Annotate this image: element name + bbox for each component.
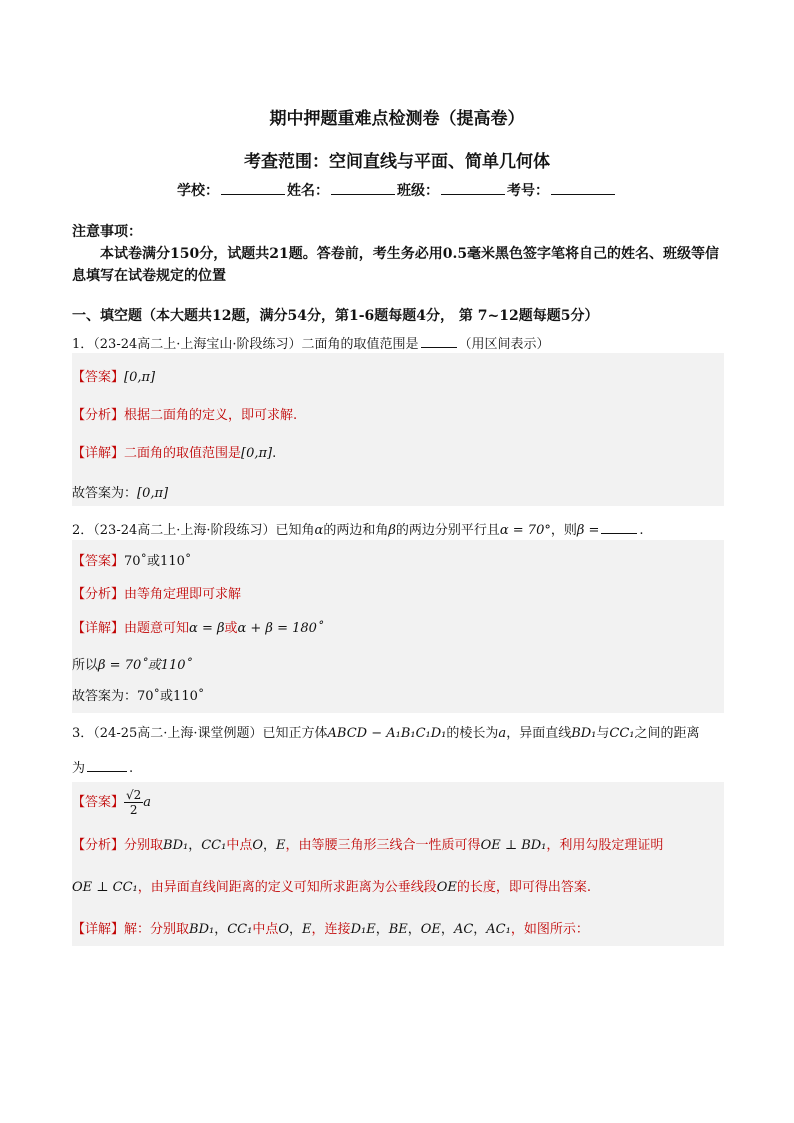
q3-analysis-1g: ，	[263, 838, 277, 853]
q3-detail-e: 中点	[252, 922, 279, 937]
q3-detail-s: ，如图所示：	[510, 922, 589, 937]
q3-detail-o: ，	[440, 922, 454, 937]
q1-final-a: 故答案为：	[72, 486, 138, 501]
q1-analysis: 根据二面角的定义，即可求解.	[124, 408, 298, 423]
q3-detail-f: O	[278, 922, 290, 937]
q3-cube: ABCD − A₁B₁C₁D₁	[327, 726, 447, 741]
q3-detail-a: 解：分别取	[124, 922, 190, 937]
q3-analysis-2c: OE	[436, 880, 457, 895]
q2-detail-c: 或	[224, 621, 238, 636]
q3-analysis-row-2	[72, 876, 724, 895]
question-2	[72, 519, 724, 538]
q2-ask: β =	[576, 523, 600, 538]
q2-analysis-tag: 【分析】	[72, 587, 125, 602]
q3-detail-tag: 【详解】	[72, 922, 125, 937]
notice-body: 本试卷满分150分，试题共21题。答卷前，考生务必用0.5毫米黑色签字笔将自己的姓名、班级等信息填写在试卷规定的位置	[72, 246, 720, 284]
section-fill-in-heading: 一、填空题（本大题共12题，满分54分，第1-6题每题4分， 第 7~12题每题5分）	[72, 308, 599, 324]
q2-so-b: β = 70˚或110˚	[98, 658, 193, 673]
q1-final-b: [0,π]	[137, 486, 169, 501]
q3-answer-numerator: √2	[126, 788, 142, 802]
q3-detail-m: ，	[407, 922, 421, 937]
q2-final-row	[72, 685, 724, 704]
q2-text-b: 的两边和角	[323, 523, 389, 538]
name-blank[interactable]	[331, 181, 395, 195]
q3-detail-g: ，	[289, 922, 303, 937]
q3-detail-r: AC₁	[486, 922, 511, 937]
q1-detail-tag: 【详解】	[72, 446, 125, 461]
q3-answer-fraction	[124, 788, 143, 817]
q3-analysis-tag: 【分析】	[72, 838, 125, 853]
q3-blank[interactable]	[87, 758, 127, 772]
q1-detail-b: [0,π]	[241, 446, 273, 461]
q2-condition: α = 70°	[499, 523, 551, 538]
q2-so-a: 所以	[72, 658, 99, 673]
q2-detail-d: α + β = 180˚	[237, 621, 324, 636]
q2-text-c: 的两边分别平行且	[395, 523, 500, 538]
q3-analysis-1d: CC₁	[201, 838, 227, 853]
q3-detail-k: ，	[375, 922, 389, 937]
q3-analysis-2d: 的长度，即可得出答案.	[456, 880, 592, 895]
q3-text-c: ，异面直线	[506, 726, 572, 741]
question-3-line-2	[72, 757, 724, 776]
name-label: 姓名：	[287, 183, 329, 199]
q1-analysis-row	[72, 404, 724, 423]
q3-detail-i: ，连接	[311, 922, 351, 937]
q3-line-2: CC₁	[609, 726, 635, 741]
q3-analysis-1c: ，	[188, 838, 202, 853]
q2-answer: 70˚或110˚	[124, 554, 192, 569]
q1-answer-tag: 【答案】	[72, 370, 125, 385]
q1-final-row	[72, 482, 724, 501]
q3-line2-a: 为	[72, 761, 86, 776]
q3-detail-h: E	[302, 922, 312, 937]
exam-scope: 考查范围：空间直线与平面、简单几何体	[244, 152, 550, 172]
q3-answer-row	[72, 788, 724, 817]
q1-answer: [0,π]	[124, 370, 156, 385]
q3-detail-j: D₁E	[350, 922, 376, 937]
q2-text-e: .	[639, 523, 644, 538]
q2-answer-tag: 【答案】	[72, 554, 125, 569]
question-3	[72, 722, 724, 741]
q3-text-a: 已知正方体	[262, 726, 328, 741]
q2-detail-b: α = β	[189, 621, 225, 636]
q3-analysis-1h: E	[276, 838, 286, 853]
q3-analysis-1j: OE ⊥ BD₁	[480, 838, 547, 853]
q3-detail-b: BD₁	[189, 922, 215, 937]
q1-answer-row	[72, 366, 724, 385]
q3-answer-a: a	[143, 795, 152, 810]
q3-a: a	[498, 726, 507, 741]
q1-detail-a: 二面角的取值范围是	[124, 446, 242, 461]
q2-detail-tag: 【详解】	[72, 621, 125, 636]
student-info-line	[0, 180, 794, 200]
notice-heading: 注意事项：	[72, 224, 142, 240]
q3-analysis-1f: O	[252, 838, 264, 853]
q1-blank[interactable]	[421, 334, 457, 348]
q1-text-a: 二面角的取值范围是	[301, 337, 419, 352]
q1-text-b: （用区间表示）	[458, 337, 550, 352]
q3-answer-denominator: 2	[129, 803, 138, 817]
q2-analysis: 由等角定理即可求解	[124, 587, 242, 602]
q2-blank[interactable]	[601, 520, 637, 534]
q3-analysis-1e: 中点	[226, 838, 253, 853]
q3-analysis-1b: BD₁	[163, 838, 189, 853]
q3-detail-d: CC₁	[227, 922, 253, 937]
q3-analysis-2a: OE ⊥ CC₁	[72, 880, 138, 895]
q3-text-b: 的棱长为	[446, 726, 499, 741]
q2-source: 2．（23-24高二上·上海·阶段练习）	[72, 523, 276, 538]
q3-detail-n: OE	[420, 922, 441, 937]
q3-line-1: BD₁	[571, 726, 597, 741]
question-1	[72, 333, 724, 352]
q3-analysis-1k: ，利用勾股定理证明	[546, 838, 664, 853]
q2-alpha: α	[314, 523, 324, 538]
q3-detail-l: BE	[388, 922, 408, 937]
q2-beta: β	[388, 523, 396, 538]
q3-detail-q: ，	[473, 922, 487, 937]
exam-number-blank[interactable]	[551, 181, 615, 195]
q2-final-b: 70˚或110˚	[137, 689, 205, 704]
q3-line2-b: .	[129, 761, 134, 776]
q3-text-e: 之间的距离	[634, 726, 700, 741]
q1-detail-row	[72, 442, 724, 461]
q2-detail-a: 由题意可知	[124, 621, 190, 636]
q1-source: 1．（23-24高二上·上海宝山·阶段练习）	[72, 337, 302, 352]
q3-analysis-2b: ，由异面直线间距离的定义可知所求距离为公垂线段	[137, 880, 437, 895]
q3-analysis-1i: ，由等腰三角形三线合一性质可得	[285, 838, 481, 853]
school-label: 学校：	[177, 183, 219, 199]
q2-answer-row	[72, 550, 724, 569]
q1-analysis-tag: 【分析】	[72, 408, 125, 423]
exam-number-label: 考号：	[507, 183, 549, 199]
q3-detail-row	[72, 918, 724, 937]
q2-text-d: ，则	[550, 523, 577, 538]
exam-title: 期中押题重难点检测卷（提高卷）	[269, 109, 525, 129]
class-blank[interactable]	[441, 181, 505, 195]
q2-so-row	[72, 654, 724, 673]
q2-analysis-row	[72, 583, 724, 602]
q3-source: 3．（24-25高二·上海·课堂例题）	[72, 726, 263, 741]
q2-detail-row	[72, 617, 724, 636]
q1-detail-c: .	[272, 446, 277, 461]
q3-text-d: 与	[596, 726, 610, 741]
q2-final-a: 故答案为：	[72, 689, 138, 704]
q3-detail-p: AC	[453, 922, 474, 937]
q3-analysis-row-1	[72, 834, 724, 853]
q3-answer-tag: 【答案】	[72, 795, 125, 810]
school-blank[interactable]	[221, 181, 285, 195]
class-label: 班级：	[397, 183, 439, 199]
q3-detail-c: ，	[214, 922, 228, 937]
q3-analysis-1a: 分别取	[124, 838, 164, 853]
q2-text-a: 已知角	[275, 523, 315, 538]
